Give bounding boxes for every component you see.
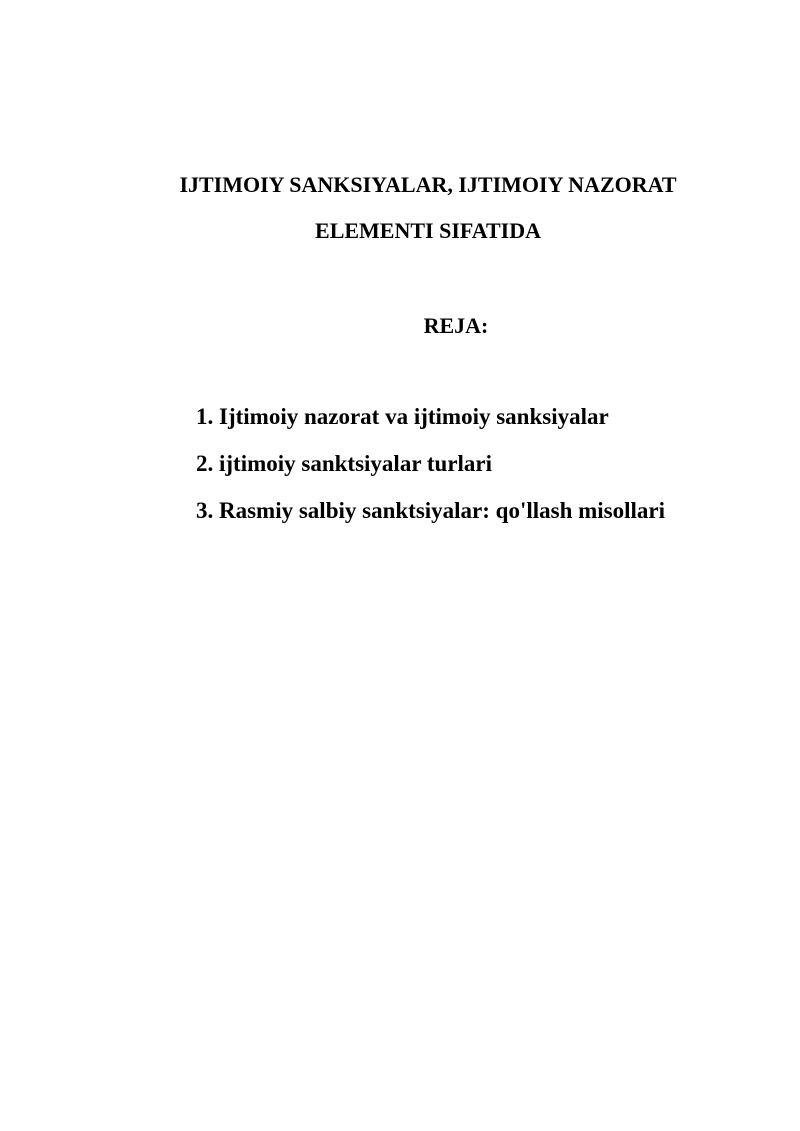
plan-item-text: Ijtimoiy nazorat va ijtimoiy sanksiyalar (219, 404, 609, 429)
plan-item-number: 1. (196, 404, 214, 429)
plan-item-number: 3. (196, 498, 214, 523)
document-title-line-2: ELEMENTI SIFATIDA (315, 218, 541, 243)
plan-item-1 (196, 402, 665, 449)
plan-item-3 (196, 496, 665, 543)
plan-item-2 (196, 449, 665, 496)
plan-heading: REJA: (423, 313, 489, 338)
plan-list (196, 402, 665, 543)
plan-item-text: ijtimoiy sanktsiyalar turlari (219, 451, 493, 476)
document-title-line-1: IJTIMOIY SANKSIYALAR, IJTIMOIY NAZORAT (179, 172, 677, 197)
plan-item-text: Rasmiy salbiy sanktsiyalar: qo'llash misollari (219, 498, 666, 523)
plan-item-number: 2. (196, 451, 214, 476)
